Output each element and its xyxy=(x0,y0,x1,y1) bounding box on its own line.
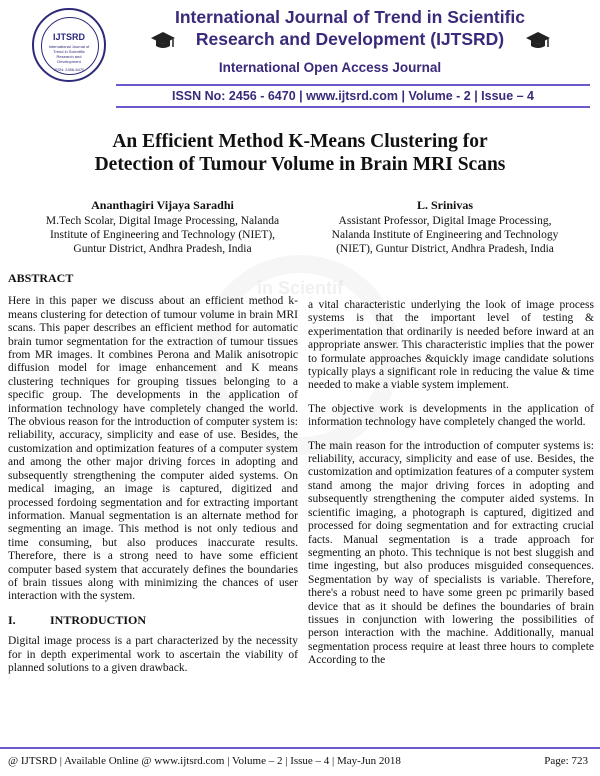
page-footer xyxy=(0,747,600,776)
author-affiliation-line: Guntur District, Andhra Pradesh, India xyxy=(73,243,252,255)
author-affiliation-line: Assistant Professor, Digital Image Processing, xyxy=(338,215,552,227)
author-affiliation-line: M.Tech Scolar, Digital Image Processing, Nalanda xyxy=(45,215,280,227)
logo-issn: ISSN: 2456-6470 xyxy=(53,67,85,72)
watermark-text: in Scientif xyxy=(256,278,343,298)
body-paragraph: The objective work is developments in the application of information technology have completely changed the world. xyxy=(308,402,594,429)
open-access-label: International Open Access Journal xyxy=(218,60,442,75)
issn-bar: ISSN No: 2456 - 6470 | www.ijtsrd.com | Volume - 2 | Issue – 4 xyxy=(116,84,590,108)
author-name: Ananthagiri Vijaya Saradhi xyxy=(91,198,234,212)
paper-title-line2: Detection of Tumour Volume in Brain MRI Scans xyxy=(94,154,506,175)
abstract-heading: ABSTRACT xyxy=(8,271,74,285)
logo-abbreviation: IJTSRD xyxy=(52,32,85,42)
paper-title xyxy=(60,130,540,176)
author-block-2 xyxy=(310,198,580,256)
section-number: I. xyxy=(8,612,16,627)
author-name: L. Srinivas xyxy=(416,198,473,212)
journal-name-line2: Research and Development (IJTSRD) xyxy=(195,29,505,49)
journal-name-line1: International Journal of Trend in Scientific xyxy=(174,7,526,27)
author-affiliation-line: Institute of Engineering and Technology (NIET), xyxy=(49,229,276,241)
section-title: INTRODUCTION xyxy=(50,612,147,627)
body-paragraph: a vital characteristic underlying the look of image process systems is that the important level of testing & experimentation that ordinarily is needed before inward at an appropriate answer. This characteristic implies that the power to formulate approaches &quickly image candidate solutions typically plays a significant role in reducing the value & time needed to make a viable system implement. xyxy=(308,299,594,392)
page-number: Page: 723 xyxy=(544,755,588,767)
paper-title-line1: An Efficient Method K-Means Clustering for xyxy=(112,131,488,152)
author-block-1 xyxy=(30,198,295,256)
body-paragraph: The main reason for the introduction of computer systems is: reliability, accuracy, simplicity and ease of use. Besides, the customization and optimization features of a computer system stand among the major driving forces in adopting and subsequently strengthening the computer aided systems. In scientific imaging, a photograph is captured, digitized and processed for doing segmentation and for extracting crucial facts. Manual segmentation is a trade approach for segmenting an photo. This technique is not best sluggish and time ingesting, but also produces misguided consequences. Segmentation by way of specialists is variable. Therefore, there's a robust need to have some green pc primarily based device that as it should be defines the boundaries of brain tissues in conjunction with lowering the possibilities of person interaction with the machine. Additionally, manual segmentation process require at least three hours to complete According to the xyxy=(308,439,594,667)
author-affiliation-line: (NIET), Guntur District, Andhra Pradesh, India xyxy=(336,243,554,255)
abstract-text: Here in this paper we discuss about an efficient method k-means clustering for detection of tumour volume in brain MRI scans. This paper describes an efficient method for automatic brain tumor segmentation for the extraction of tumour tissues from MR images. It combines Perona and Malik anisotropic diffusion model for image enhancement and K means clustering techniques for grouping tissues belonging to a specific group. The developments in the application of information technology have completely changed the world. The obvious reason for the introduction of computer system is: reliability, accuracy, simplicity and ease of use. Besides, the customization and optimization features of a computer system and among the other major driving forces in adopting and subsequently strengthening the computer aided systems. On medical imaging, an image is captured, digitized and processed fordoing segmentation and for extracting important information. Manual segmentation is an alternate method for segmenting an image. This method is not only tedious and time consuming, but also produces inaccurate results. Therefore, there is a strong need to have some efficient computer based system that accurately defines the boundaries of brain tissues along with minimizing the chances of user interaction with the system. xyxy=(8,295,298,603)
right-column xyxy=(308,299,594,678)
logo-text: International Journal of Trend in Scientific Research and Development xyxy=(48,44,90,64)
introduction-text: Digital image process is a part characterized by the necessity for in depth experimental work to ascertain the viability of planned solutions to a given drawback. xyxy=(8,635,298,674)
journal-header xyxy=(0,0,600,120)
author-affiliation-line: Nalanda Institute of Engineering and Technology xyxy=(331,229,559,241)
footer-citation: @ IJTSRD | Available Online @ www.ijtsrd.com | Volume – 2 | Issue – 4 | May-Jun 2018 xyxy=(8,755,401,767)
left-column xyxy=(8,272,298,685)
introduction-heading xyxy=(8,614,298,627)
journal-name xyxy=(170,6,530,50)
graduation-cap-icon xyxy=(525,30,551,52)
